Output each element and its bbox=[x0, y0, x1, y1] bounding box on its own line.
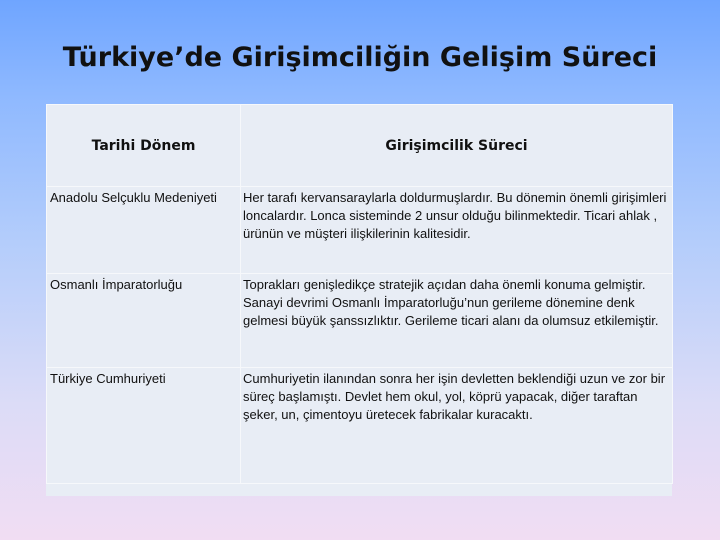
table-row bbox=[47, 368, 673, 484]
description-cell: Her tarafı kervansaraylarla doldurmuşlardır. Bu dönemin önemli girişimleri loncalardır. Lonca sisteminde 2 unsur olduğu bilinmektedir. Ticari ahlak , ürünün ve müşteri ilişkilerinin kalitesidir. bbox=[241, 187, 673, 274]
era-cell: Osmanlı İmparatorluğu bbox=[47, 274, 241, 368]
table-header-row bbox=[47, 105, 673, 187]
entrepreneurship-table bbox=[46, 104, 672, 496]
header-historical-period: Tarihi Dönem bbox=[47, 105, 241, 187]
description-cell: Cumhuriyetin ilanından sonra her işin devletten beklendiği uzun ve zor bir süreç başlamıştı. Devlet hem okul, yol, köprü yapacak, diğer taraftan şeker, un, çimentoyu üretecek fabrikalar kuracaktı. bbox=[241, 368, 673, 484]
table-row bbox=[47, 274, 673, 368]
table-row bbox=[47, 187, 673, 274]
description-cell: Toprakları genişledikçe stratejik açıdan daha önemli konuma gelmiştir. Sanayi devrimi Osmanlı İmparatorluğu’nun gerileme dönemine denk gelmesi büyük şanssızlıktır. Gerileme ticari alanı da olumsuz etkilemiştir. bbox=[241, 274, 673, 368]
era-cell: Türkiye Cumhuriyeti bbox=[47, 368, 241, 484]
header-entrepreneurship-process: Girişimcilik Süreci bbox=[241, 105, 673, 187]
history-table bbox=[46, 104, 673, 484]
era-cell: Anadolu Selçuklu Medeniyeti bbox=[47, 187, 241, 274]
slide-title: Türkiye’de Girişimciliğin Gelişim Süreci bbox=[62, 42, 658, 73]
